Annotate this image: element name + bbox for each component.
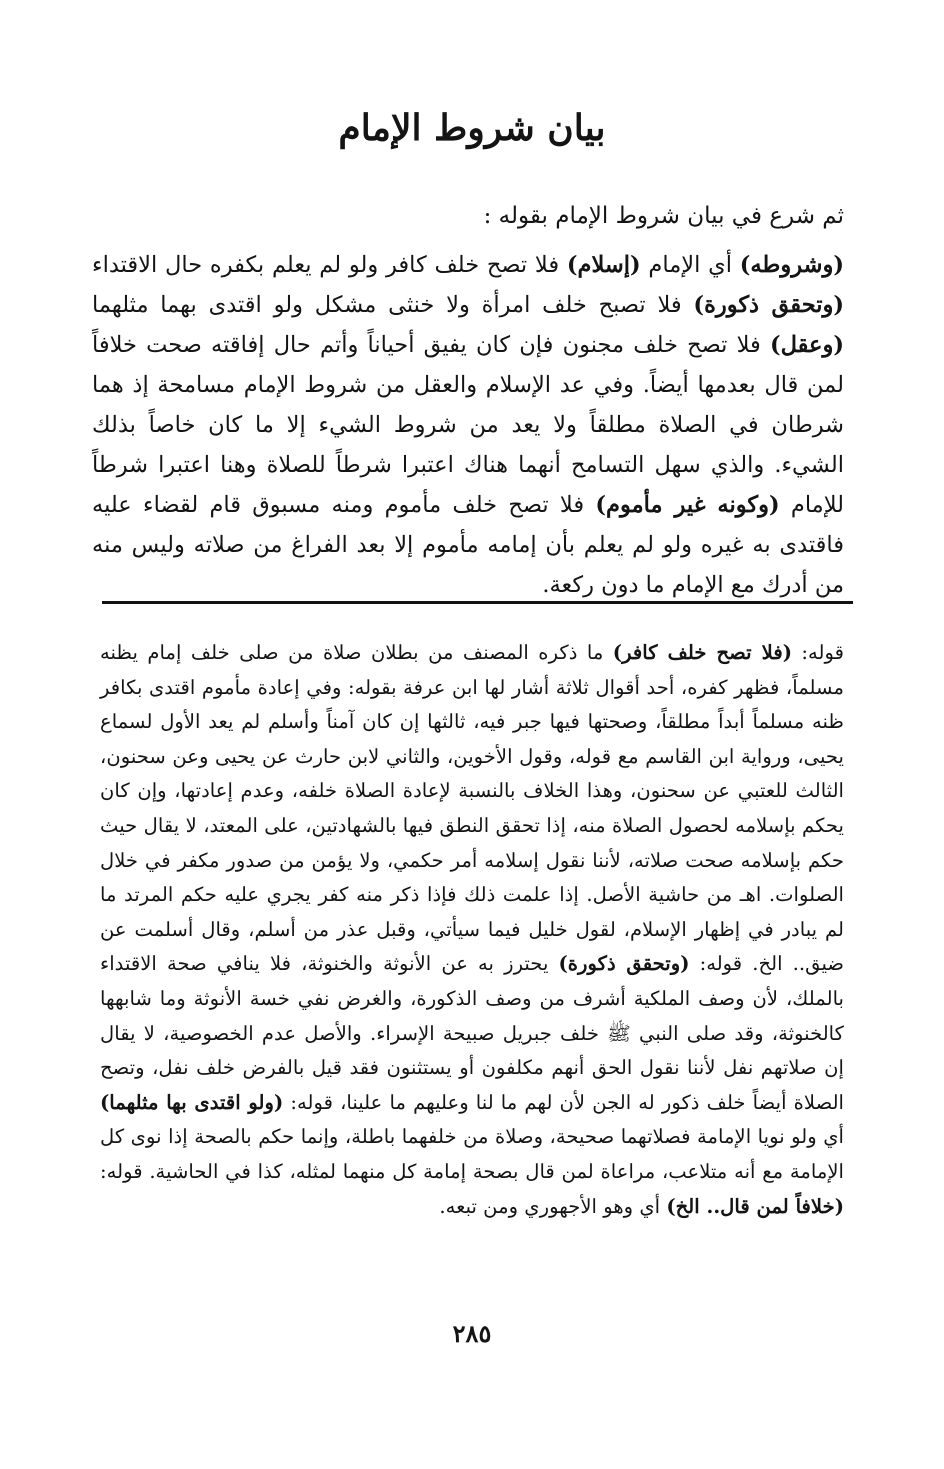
footnote-segment: ما ذكره المصنف من بطلان صلاة من صلى خلف إمام يظنه مسلماً، فظهر كفره، أحد أقوال ثلاثة أشار لها ابن عرفة بقوله: وفي إعادة مأموم اقتدى بكافر ظنه مسلماً أبداً مطلقاً، وصحتها فيها جبر فيه، ثالثها إن كان آمناً وأسلم لم يعد الأول لسماع يحيى، ورواية ابن القاسم مع قوله، وقول الأخوين، والثاني لابن حارث عن يحيى وعن سحنون، الثالث للعتبي عن سحنون، وهذا الخلاف بالنسبة لإعادة الصلاة خلفه، وعدم إعادتها، وإن كان يحكم بإسلامه لحصول الصلاة منه، إذا تحقق النطق فيها بالشهادتين، على المعتد، لا يقال حيث حكم بإسلامه صحت صلاته، لأننا نقول إسلامه أمر حكمي، ولا يؤمن من صدور مكفر في خلال الصلوات. اهـ من حاشية الأصل. إذا علمت ذلك فإذا ذكر منه كفر يجري عليه حكم المرتد ما لم يبادر في إظهار الإسلام، لقول خليل فيما سيأتي، وقبل عذر من أسلم، وقال أسلمت عن ضيق.. الخ. قوله: bbox=[100, 641, 844, 976]
bold-term-shurutuh: (وشروطه) bbox=[739, 252, 844, 278]
bold-term-islam: (إسلام) bbox=[566, 252, 641, 278]
intro-line: ثم شرع في بيان شروط الإمام بقوله : bbox=[483, 203, 844, 229]
footnote-text bbox=[100, 636, 844, 1224]
footnote-bold-term: (ولو اقتدى بها مثلهما) bbox=[100, 1090, 284, 1114]
main-text-segment: فلا تصح خلف كافر ولو لم يعلم بكفره حال الاقتداء bbox=[92, 252, 567, 278]
footnote-divider bbox=[102, 601, 853, 604]
bold-term-aql: (وعقل) bbox=[769, 332, 844, 358]
footnote-bold-term: (فلا تصح خلف كافر) bbox=[612, 641, 792, 664]
footnote-bold-term: (خلافاً لمن قال.. الخ) bbox=[666, 1194, 844, 1218]
footnote-segment: أي ولو نويا الإمامة فصلاتهما صحيحة، وصلاة من خلفهما باطلة، وإنما حكم بالصحة إذا نوى كل الإمامة مع أنه متلاعب، مراعاة لمن قال بصحة إمامة كل منهما لمثله، كذا في الحاشية. قوله: bbox=[100, 1125, 844, 1183]
main-text-segment: فلا تصبح خلف امرأة ولا خنثى مشكل ولو اقتدى بهما مثلهما bbox=[92, 292, 694, 318]
footnote-segment: أي وهو الأجهوري ومن تبعه. bbox=[439, 1194, 667, 1218]
bold-term-ghayr-mamum: (وكونه غير مأموم) bbox=[595, 492, 780, 518]
footnote-bold-term: (وتحقق ذكورة) bbox=[558, 952, 690, 976]
page-number: ٢٨٥ bbox=[452, 1319, 492, 1348]
main-text-segment: فلا تصح خلف مأموم ومنه مسبوق قام لقضاء عليه فاقتدى به غيره ولو لم يعلم بأن إمامه مأموم إلا بعد الفراغ من صلاته وليس منه من أدرك مع الإمام ما دون ركعة. bbox=[92, 492, 844, 598]
main-text bbox=[92, 245, 844, 605]
bold-term-dhukura: (وتحقق ذكورة) bbox=[693, 292, 844, 318]
footnote-segment: يحترز به عن الأنوثة والخنوثة، فلا ينافي صحة الاقتداء بالملك، لأن وصف الملكية أشرف من وصف الذكورة، والغرض نفي خسة الأنوثة وما شابهها كالخنوثة، وقد صلى النبي ﷺ خلف جبريل صبيحة الإسراء. والأصل عدم الخصوصية، لا يقال إن صلاتهم نفل لأننا نقول الحق أنهم مكلفون أو يستثنون فقد قيل بالفرض خلف نفل، وتصح الصلاة أيضاً خلف ذكور له الجن لأن لهم ما لنا وعليهم ما علينا، قوله: bbox=[100, 952, 844, 1114]
main-text-segment: فلا تصح خلف مجنون فإن كان يفيق أحياناً وأتم حال إفاقته صحت خلافاً لمن قال بعدمها أيضاً. وفي عد الإسلام والعقل من شروط الإمام مسامحة إذ هما شرطان في الصلاة مطلقاً ولا يعد من شروط الشيء إلا ما كان خاصاً بذلك الشيء. والذي سهل التسامح أنهما هناك اعتبرا شرطاً للصلاة وهنا اعتبرا شرطاً للإمام bbox=[92, 332, 845, 518]
footnote-segment: قوله: bbox=[791, 641, 844, 664]
page-title: بيان شروط الإمام bbox=[338, 107, 606, 149]
main-text-segment: أي الإمام bbox=[640, 252, 740, 278]
